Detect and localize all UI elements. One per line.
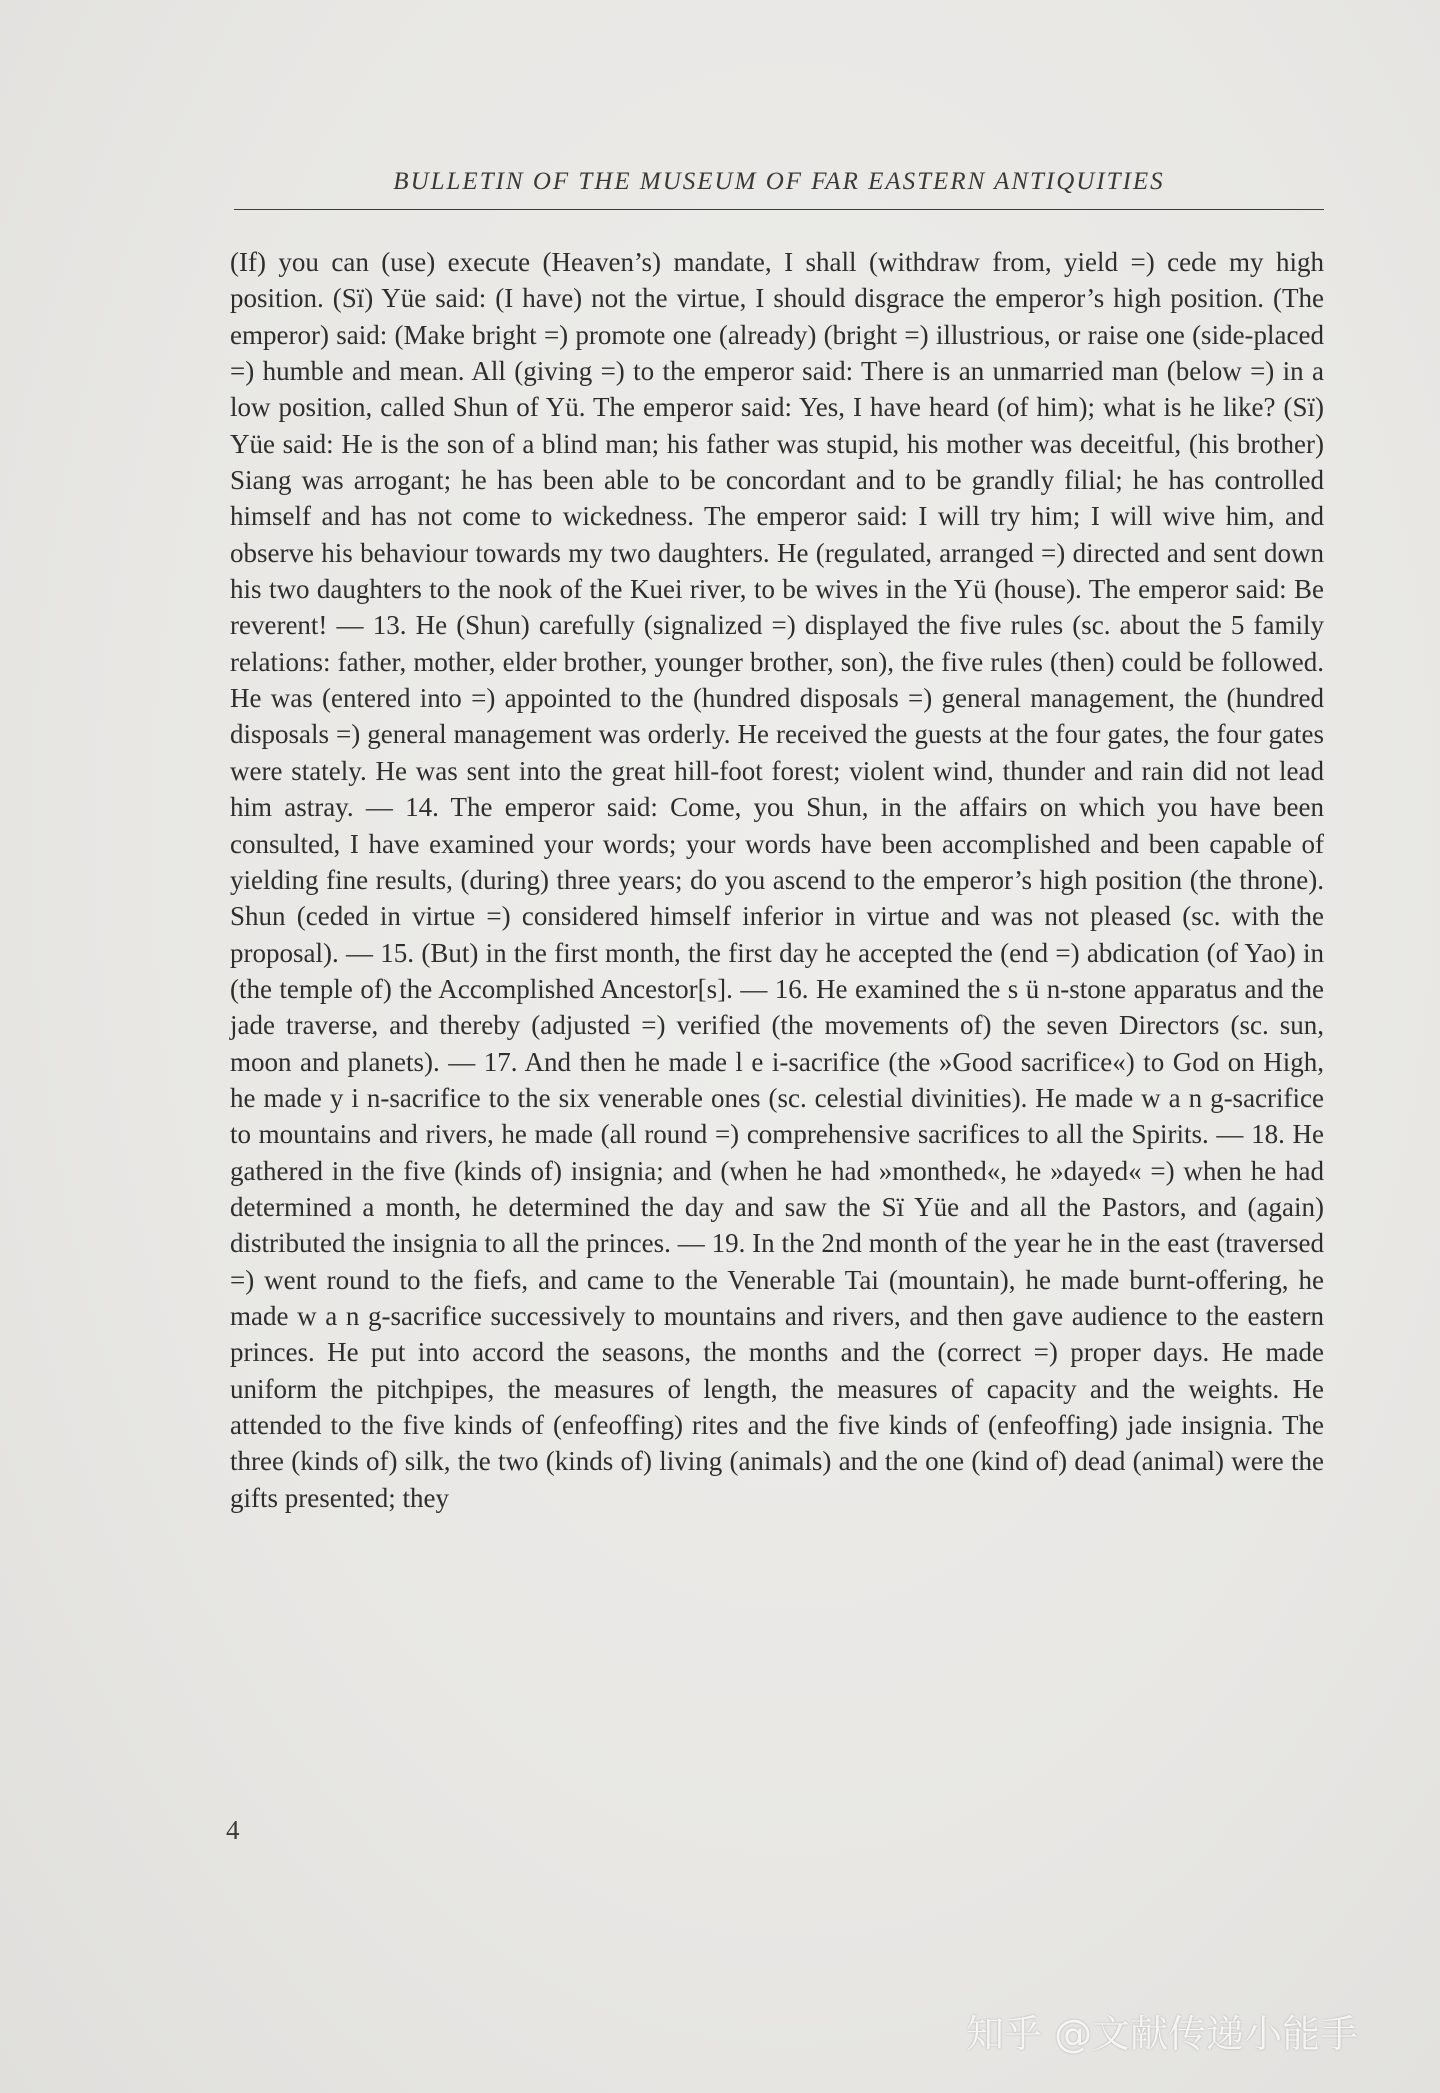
header-rule bbox=[234, 209, 1324, 210]
running-header-title: BULLETIN OF THE MUSEUM OF FAR EASTERN ANTIQUITIES bbox=[393, 168, 1165, 195]
page-number: 4 bbox=[226, 1815, 240, 1845]
body-paragraph: (If) you can (use) execute (Heaven’s) mandate, I shall (withdraw from, yield =) cede my high position. (Sï) Yüe said: (I have) not the virtue, I should disgrace the emperor’s high position. (The emperor) said: (Make bright =) promote one (already) (bright =) illustrious, or raise one (side-placed =) humble and mean. All (giving =) to the emperor said: There is an unmarried man (below =) in a low position, called Shun of Yü. The emperor said: Yes, I have heard (of him); what is he like? (Sï) Yüe said: He is the son of a blind man; his father was stupid, his mother was deceitful, (his brother) Siang was arrogant; he has been able to be concordant and to be grandly filial; he has controlled himself and has not come to wickedness. The emperor said: I will try him; I will wive him, and observe his behaviour towards my two daughters. He (regulated, arranged =) directed and sent down his two daughters to the nook of the Kuei river, to be wives in the Yü (house). The emperor said: Be reverent! — 13. He (Shun) carefully (signalized =) displayed the five rules (sc. about the 5 family relations: father, mother, elder brother, younger brother, son), the five rules (then) could be followed. He was (entered into =) appointed to the (hundred disposals =) general management, the (hundred disposals =) general management was orderly. He received the guests at the four gates, the four gates were stately. He was sent into the great hill-foot forest; violent wind, thunder and rain did not lead him astray. — 14. The emperor said: Come, you Shun, in the affairs on which you have been consulted, I have examined your words; your words have been accomplished and been capable of yielding fine results, (during) three years; do you ascend to the emperor’s high position (the throne). Shun (ceded in virtue =) considered himself inferior in virtue and was not pleased (sc. with the proposal). — 15. (But) in the first month, the first day he accepted the (end =) abdication (of Yao) in (the temple of) the Accomplished Ancestor[s]. — 16. He examined the s ü n-stone apparatus and the jade traverse, and thereby (adjusted =) verified (the movements of) the seven Directors (sc. sun, moon and planets). — 17. And then he made l e i-sacrifice (the »Good sacrifice«) to God on High, he made y i n-sacrifice to the six venerable ones (sc. celestial divinities). He made w a n g-sacrifice to mountains and rivers, he made (all round =) comprehensive sacrifices to all the Spirits. — 18. He gathered in the five (kinds of) insignia; and (when he had »monthed«, he »dayed« =) when he had determined a month, he determined the day and saw the Sï Yüe and all the Pastors, and (again) distributed the insignia to all the princes. — 19. In the 2nd month of the year he in the east (traversed =) went round to the fiefs, and came to the Venerable Tai (mountain), he made burnt-offering, he made w a n g-sacrifice successively to mountains and rivers, and then gave audience to the eastern princes. He put into accord the seasons, the months and the (correct =) proper days. He made uniform the pitchpipes, the measures of length, the measures of capacity and the weights. He attended to the five kinds of (enfeoffing) rites and the five kinds of (enfeoffing) jade insignia. The three (kinds of) silk, the two (kinds of) living (animals) and the one (kind of) dead (animal) were the gifts presented; they bbox=[230, 247, 1324, 1513]
watermark-text: 知乎 @文献传递小能手 bbox=[966, 2012, 1359, 2056]
